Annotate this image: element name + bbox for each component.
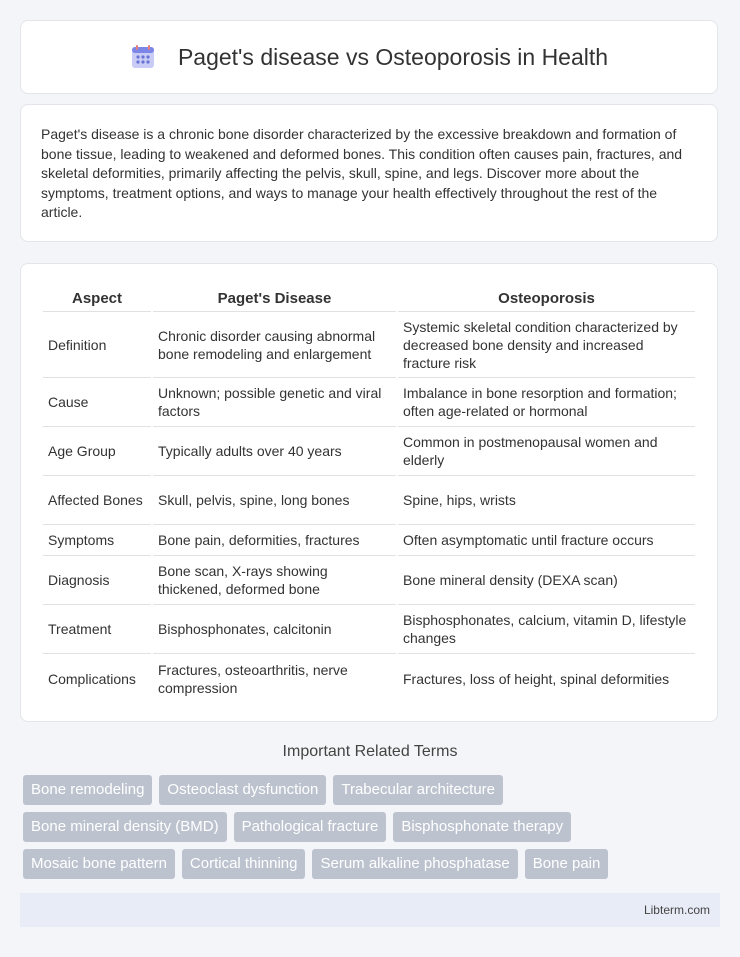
term-row — [23, 849, 723, 879]
term-tag[interactable]: Mosaic bone pattern — [23, 849, 175, 879]
term-tag[interactable]: Pathological fracture — [234, 812, 387, 842]
table-cell: Affected Bones — [43, 476, 151, 525]
table-row — [43, 312, 695, 378]
table-cell: Systemic skeletal condition characterized by decreased bone density and increased fracture risk — [398, 312, 695, 378]
table-row — [43, 556, 695, 605]
table-cell: Bisphosphonates, calcitonin — [153, 605, 396, 654]
term-tag[interactable]: Serum alkaline phosphatase — [312, 849, 517, 879]
related-terms-list — [23, 775, 723, 886]
footer — [20, 893, 720, 927]
title-card — [20, 20, 718, 94]
table-cell: Unknown; possible genetic and viral factors — [153, 378, 396, 427]
term-row — [23, 812, 723, 842]
term-tag[interactable]: Trabecular architecture — [333, 775, 503, 805]
term-tag[interactable]: Osteoclast dysfunction — [159, 775, 326, 805]
term-tag[interactable]: Bone pain — [525, 849, 609, 879]
table-cell: Fractures, osteoarthritis, nerve compression — [158, 661, 348, 696]
term-row — [23, 775, 723, 805]
term-tag[interactable]: Cortical thinning — [182, 849, 306, 879]
table-cell: Bone mineral density (DEXA scan) — [398, 556, 695, 605]
table-row — [43, 605, 695, 654]
table-cell: Bone scan, X-rays showing thickened, deformed bone — [153, 556, 396, 605]
table-header-row — [43, 284, 695, 312]
header-osteoporosis: Osteoporosis — [398, 284, 695, 312]
table-cell: Complications — [48, 670, 136, 687]
table-cell: Skull, pelvis, spine, long bones — [153, 476, 396, 525]
intro-card — [20, 104, 718, 242]
table-row — [43, 525, 695, 556]
table-cell: Common in postmenopausal women and elderly — [398, 427, 695, 476]
table-cell: Bisphosphonates, calcium, vitamin D, lifestyle changes — [398, 605, 695, 654]
page-title: Paget's disease vs Osteoporosis in Health — [177, 43, 609, 70]
table-cell: Imbalance in bone resorption and formation; often age-related or hormonal — [398, 378, 695, 427]
table-cell: Bone pain, deformities, fractures — [153, 525, 396, 556]
table-row — [43, 427, 695, 476]
comparison-table-card — [20, 263, 718, 722]
table-cell: Diagnosis — [43, 556, 151, 605]
table-row — [43, 378, 695, 427]
term-tag[interactable]: Bone remodeling — [23, 775, 152, 805]
intro-text: Paget's disease is a chronic bone disorder characterized by the excessive breakdown and formation of bone tissue, leading to weakened and deformed bones. This condition often causes pain, fractures, and skeletal deformities, primarily affecting the pelvis, skull, spine, and legs. Discover more about the symptoms, treatment options, and ways to manage your health effectively throughout the rest of the article. — [41, 126, 683, 220]
term-tag[interactable]: Bisphosphonate therapy — [393, 812, 571, 842]
table-cell: Chronic disorder causing abnormal bone remodeling and enlargement — [153, 312, 396, 378]
table-row — [43, 654, 695, 703]
calendar-grid-icon — [130, 44, 156, 70]
table-cell: Age Group — [43, 427, 151, 476]
table-cell: Typically adults over 40 years — [153, 427, 396, 476]
related-terms-heading: Important Related Terms — [282, 743, 458, 760]
table-cell: Cause — [43, 378, 151, 427]
footer-brand-link[interactable]: Libterm.com — [643, 903, 710, 917]
header-aspect: Aspect — [43, 284, 151, 312]
table-row — [43, 476, 695, 525]
table-cell: Spine, hips, wrists — [398, 476, 695, 525]
header-pagets: Paget's Disease — [153, 284, 396, 312]
table-cell: Often asymptomatic until fracture occurs — [398, 525, 695, 556]
comparison-table — [41, 284, 697, 703]
table-cell: Fractures, loss of height, spinal deformities — [403, 670, 670, 687]
table-cell: Symptoms — [43, 525, 151, 556]
table-cell: Treatment — [43, 605, 151, 654]
table-cell: Definition — [43, 312, 151, 378]
term-tag[interactable]: Bone mineral density (BMD) — [23, 812, 227, 842]
